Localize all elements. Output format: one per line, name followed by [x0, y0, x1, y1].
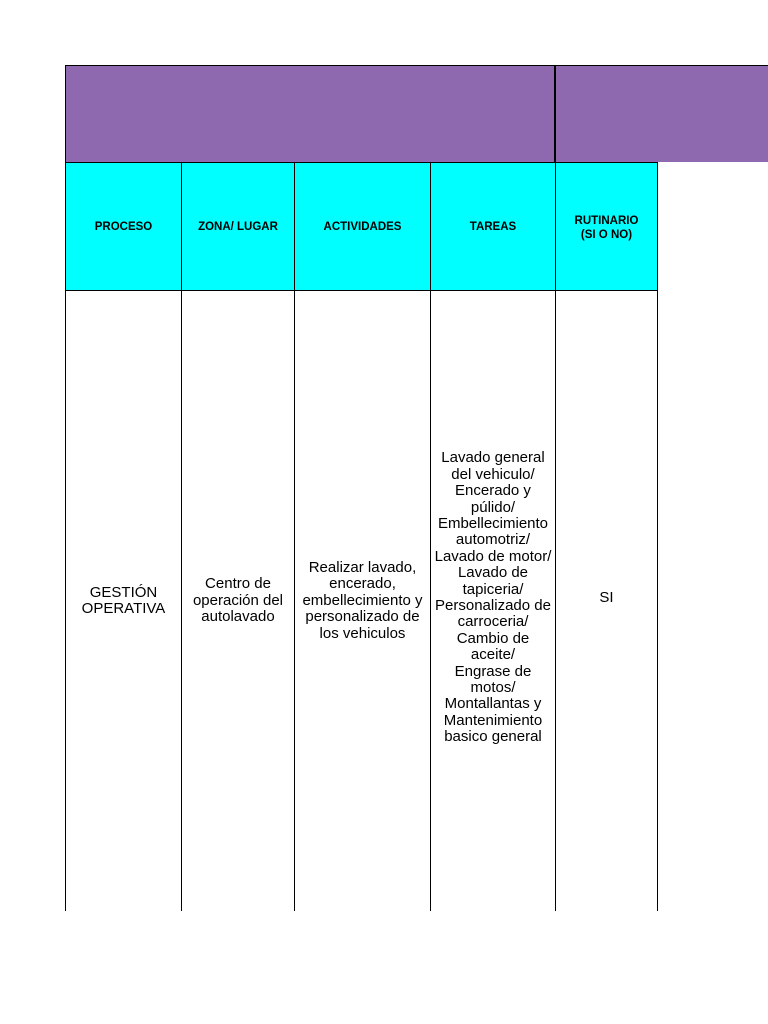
header-proceso: PROCESO — [65, 162, 181, 290]
cell-proceso: GESTIÓN OPERATIVA — [65, 290, 181, 911]
header-tareas: TAREAS — [430, 162, 555, 290]
cell-actividades: Realizar lavado, encerado, embellecimiento y personalizado de los vehiculos — [294, 290, 430, 911]
header-rutinario: RUTINARIO (SI O NO) — [555, 162, 658, 290]
header-zona-lugar: ZONA/ LUGAR — [181, 162, 294, 290]
header-actividades: ACTIVIDADES — [294, 162, 430, 290]
cell-rutinario: SI — [555, 290, 658, 911]
title-banner-right — [555, 65, 768, 162]
cell-tareas: Lavado general del vehiculo/ Encerado y púlido/ Embellecimiento automotriz/ Lavado de motor/ Lavado de tapiceria/ Personalizado de carroceria/ Cambio de aceite/ Engrase de motos/ Montallantas y Mantenimiento basico general — [430, 290, 555, 911]
title-banner-left — [65, 65, 555, 162]
cell-zona-lugar: Centro de operación del autolavado — [181, 290, 294, 911]
